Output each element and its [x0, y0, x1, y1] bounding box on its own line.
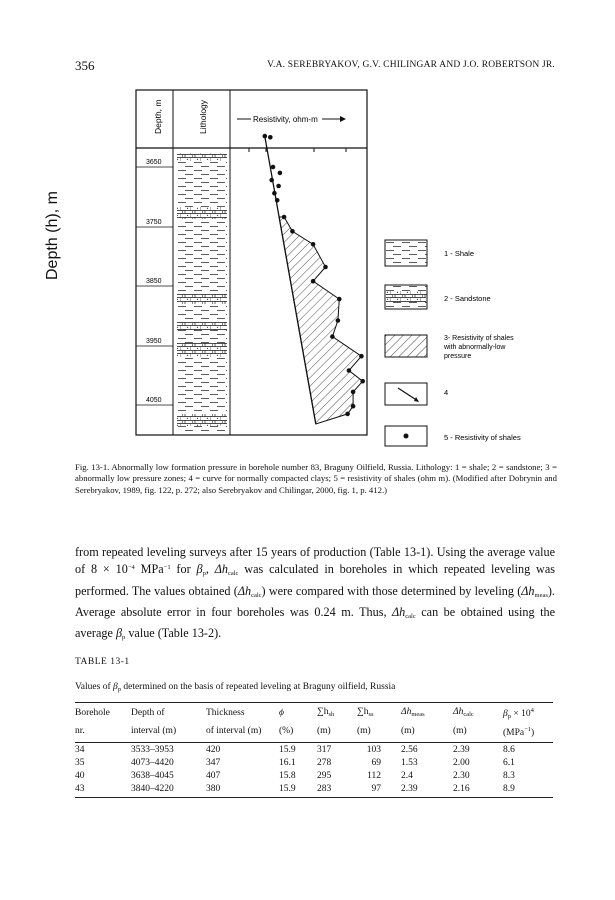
resistivity-arrow-head	[340, 116, 346, 122]
resistivity-point	[311, 242, 316, 247]
table-cell: 15.9	[279, 782, 317, 798]
table-13-1	[75, 702, 553, 798]
table-cell: 2.39	[401, 782, 453, 798]
lithology-column	[177, 151, 227, 433]
figure-caption: Fig. 13-1. Abnormally low formation pressure in borehole number 83, Braguny Oilfield, Russia. Lithology: 1 = shale; 2 = sandstone; 3 = abnormally low pressure zones; 4 = curve for normally compacted clays; 5 = resistivity of shales (ohm m). (Modified after Dobrynin and Serebryakov, 1989, fig. 122, p. 272; also Serebryakov and Chilingar, 2000, fig. 1, p. 412.)	[75, 462, 557, 495]
table-cell: 278	[317, 758, 332, 768]
resistivity-label: Resistivity, ohm-m	[253, 115, 318, 124]
sandstone-layer	[177, 414, 227, 426]
sandstone-layer	[177, 343, 227, 357]
legend-label-sandstone: 2 - Sandstone	[444, 294, 491, 303]
table-cell: 3840–4220	[131, 782, 206, 798]
table-cell: 4073–4420	[131, 758, 174, 768]
sandstone-layer	[177, 322, 227, 330]
resistivity-point	[336, 318, 341, 323]
resistivity-point	[271, 165, 276, 170]
resistivity-point	[278, 171, 283, 176]
resistivity-point	[337, 297, 342, 302]
resistivity-point	[275, 198, 280, 203]
depth-tick-label: 3650	[146, 159, 162, 166]
depth-tick-label: 4050	[146, 397, 162, 404]
sandstone-layer	[177, 153, 227, 161]
table-cell: 2.56	[401, 745, 418, 755]
figure-legend	[385, 240, 521, 446]
legend-label-low-pressure: 3- Resistivity of shales with abnormally-low pressure	[444, 335, 514, 360]
table-cell: 407	[206, 771, 221, 781]
legend-swatch-low-pressure	[385, 335, 427, 357]
sandstone-layer	[177, 207, 227, 219]
resistivity-point	[351, 390, 356, 395]
resistivity-point	[330, 334, 335, 339]
depth-ticks	[136, 159, 173, 405]
resistivity-point	[290, 229, 295, 234]
table-cell: 6.1	[503, 758, 515, 768]
table-cell: 347	[206, 758, 221, 768]
table-cell: 2.16	[453, 782, 503, 798]
resistivity-point	[347, 368, 352, 373]
legend-label-compaction-curve: 4	[444, 388, 449, 397]
low-pressure-zone	[279, 217, 363, 424]
table-cell: 69	[371, 758, 381, 768]
table-cell: 8.3	[503, 771, 515, 781]
lithology-column-label: Lithology	[198, 99, 208, 134]
figure-y-axis-label: Depth (h), m	[44, 191, 61, 280]
resistivity-point	[360, 379, 365, 384]
table-cell: 317	[317, 745, 332, 755]
table-cell: 295	[317, 771, 332, 781]
depth-tick-label: 3850	[146, 278, 162, 285]
table-cell: 15.8	[279, 771, 296, 781]
resistivity-plot	[249, 134, 365, 424]
table-cell: 283	[317, 782, 357, 798]
table-row	[75, 782, 553, 798]
table-cell: 3533–3953	[131, 745, 174, 755]
table-cell: 3638–4045	[131, 771, 174, 781]
table-cell: 40	[75, 771, 85, 781]
page-number: 356	[75, 58, 95, 73]
legend-swatch-shale	[385, 240, 427, 266]
table-row	[75, 756, 553, 769]
resistivity-point	[269, 178, 274, 183]
table-cell: 15.9	[279, 745, 296, 755]
resistivity-point	[282, 215, 287, 220]
running-head: V.A. SEREBRYAKOV, G.V. CHILINGAR AND J.O. ROBERTSON JR.	[267, 60, 555, 70]
body-paragraph: from repeated leveling surveys after 15 years of production (Table 13-1). Using the average value of $8 \times 10^{-4}$ MPa$^{-1}$ for $\beta_p$, $\Delta h_{calc}$ was calculated in boreholes in which repeated leveling was performed. The values obtained $(\Delta h_{calc})$ were compared with those determined by leveling $(\Delta h_{meas})$. Average absolute error in four boreholes was 0.24 m. Thus, $\Delta h_{calc}$ can be obtained using the average $\beta_p$ value (Table 13-2).	[75, 545, 556, 642]
resistivity-point	[263, 134, 268, 139]
table-label: TABLE 13-1	[75, 657, 130, 667]
table-row	[75, 743, 553, 757]
resistivity-point	[345, 412, 350, 417]
table-cell: 103	[366, 745, 381, 755]
legend-label-shale: 1 - Shale	[444, 249, 475, 258]
table-cell: 8.6	[503, 745, 515, 755]
table-cell: 380	[206, 782, 279, 798]
resistivity-point	[276, 184, 281, 189]
depth-column-label: Depth, m	[153, 99, 163, 134]
table-cell: 112	[367, 771, 381, 781]
table-cell: 2.00	[453, 758, 470, 768]
legend-label-resistivity: 5 - Resistivity of shales	[444, 433, 521, 442]
table-cell: 420	[206, 745, 221, 755]
table-cell: 2.4	[401, 771, 413, 781]
table-cell: 34	[75, 745, 85, 755]
depth-tick-label: 3750	[146, 219, 162, 226]
resistivity-point	[268, 135, 273, 140]
resistivity-point	[272, 191, 277, 196]
sandstone-layer	[177, 294, 227, 304]
table-cell: 16.1	[279, 758, 296, 768]
table-cell: 8.9	[503, 782, 553, 798]
table-cell: 35	[75, 758, 85, 768]
resistivity-point	[359, 354, 364, 359]
table-cell: 1.53	[401, 758, 418, 768]
resistivity-point	[311, 279, 316, 284]
resistivity-point	[351, 404, 356, 409]
table-row	[75, 769, 553, 782]
table-cell: 97	[357, 782, 401, 798]
table-cell: 2.39	[453, 745, 470, 755]
legend-swatch-compaction-curve	[385, 383, 427, 405]
table-header-row-2: nr. interval (m) of interval (m) (%) (m) (m) (m) (m) (MPa$^{-1}$)	[75, 722, 553, 743]
depth-tick-label: 3950	[146, 338, 162, 345]
resistivity-point	[323, 265, 328, 270]
table-title: Values of $\beta_p$ determined on the basis of repeated leveling at Braguny oilfield, Russia	[75, 682, 396, 693]
table-cell: 43	[75, 782, 131, 798]
table-header-row-1: Borehole Depth of Thickness ϕ $\sum h_{sh}$ $\sum h_{ss}$ $\Delta h_{meas}$ $\Delta h_{calc}$ $\beta_p \times 10^4$	[75, 703, 553, 723]
table-cell: 2.30	[453, 771, 470, 781]
